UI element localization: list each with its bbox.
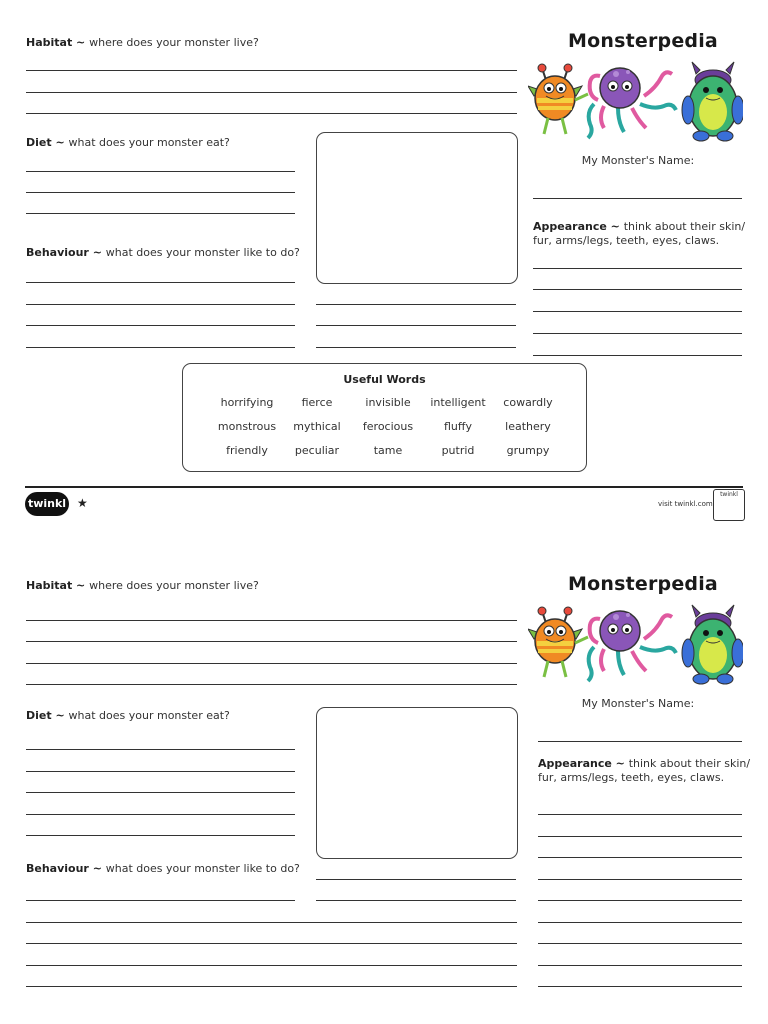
behaviour-line[interactable] <box>26 304 295 305</box>
behaviour-label: Behaviour ~ what does your monster like to do? <box>26 862 300 875</box>
useful-word: leathery <box>505 420 551 433</box>
appearance-line[interactable] <box>533 311 742 312</box>
behaviour-line[interactable] <box>26 922 517 923</box>
behaviour-line[interactable] <box>26 900 295 901</box>
behaviour-line[interactable] <box>316 900 516 901</box>
diet-line[interactable] <box>26 192 295 193</box>
monster-name-line[interactable] <box>538 741 742 742</box>
monsters-illustration <box>528 60 743 142</box>
useful-word: invisible <box>365 396 411 409</box>
useful-word: friendly <box>226 444 268 457</box>
monster-name-line[interactable] <box>533 198 742 199</box>
appearance-label: Appearance ~ think about their skin/ <box>533 220 746 233</box>
behaviour-line[interactable] <box>26 986 517 987</box>
page-title: Monsterpedia <box>568 30 718 52</box>
habitat-line[interactable] <box>26 620 517 621</box>
diet-line[interactable] <box>26 814 295 815</box>
visit-link[interactable]: visit twinkl.com <box>658 500 713 508</box>
habitat-line[interactable] <box>26 663 517 664</box>
appearance-line[interactable] <box>538 922 742 923</box>
octopus-monster-icon <box>588 611 676 681</box>
star-icon: ★ <box>77 496 88 510</box>
appearance-line[interactable] <box>538 986 742 987</box>
appearance-line[interactable] <box>538 879 742 880</box>
appearance-line[interactable] <box>538 943 742 944</box>
habitat-line[interactable] <box>26 641 517 642</box>
appearance-line[interactable] <box>538 900 742 901</box>
behaviour-line[interactable] <box>26 965 517 966</box>
useful-word: ferocious <box>362 420 414 433</box>
useful-word: intelligent <box>430 396 486 409</box>
twinkl-logo[interactable]: twinkl <box>25 492 69 516</box>
monsters-illustration <box>528 603 743 685</box>
monster-name-label: My Monster's Name: <box>581 697 695 710</box>
appearance-line[interactable] <box>533 333 742 334</box>
orange-monster-icon <box>528 607 588 677</box>
behaviour-line[interactable] <box>316 325 516 326</box>
appearance-prompt-line2: fur, arms/legs, teeth, eyes, claws. <box>533 234 720 247</box>
behaviour-line[interactable] <box>26 347 295 348</box>
useful-word: monstrous <box>217 420 277 433</box>
diet-line[interactable] <box>26 749 295 750</box>
useful-word: horrifying <box>220 396 274 409</box>
diet-line[interactable] <box>26 771 295 772</box>
footer-divider <box>25 486 743 488</box>
habitat-label: Habitat ~ where does your monster live? <box>26 579 259 592</box>
appearance-line[interactable] <box>533 355 742 356</box>
habitat-line[interactable] <box>26 92 517 93</box>
behaviour-line[interactable] <box>316 347 516 348</box>
appearance-line[interactable] <box>538 965 742 966</box>
diet-label: Diet ~ what does your monster eat? <box>26 136 230 149</box>
appearance-line[interactable] <box>538 814 742 815</box>
useful-word: mythical <box>293 420 341 433</box>
diet-line[interactable] <box>26 835 295 836</box>
appearance-line[interactable] <box>533 268 742 269</box>
octopus-monster-icon <box>588 68 676 138</box>
diet-label: Diet ~ what does your monster eat? <box>26 709 230 722</box>
behaviour-line[interactable] <box>316 879 516 880</box>
badge-text: twinkl <box>720 491 738 498</box>
drawing-box[interactable] <box>316 707 518 859</box>
useful-word: peculiar <box>294 444 340 457</box>
quality-badge <box>713 489 745 521</box>
appearance-line[interactable] <box>538 836 742 837</box>
behaviour-line[interactable] <box>26 943 517 944</box>
habitat-label: Habitat ~ where does your monster live? <box>26 36 259 49</box>
behaviour-line[interactable] <box>316 304 516 305</box>
green-monster-icon <box>682 605 743 684</box>
habitat-line[interactable] <box>26 113 517 114</box>
useful-word: grumpy <box>506 444 550 457</box>
diet-line[interactable] <box>26 792 295 793</box>
appearance-line[interactable] <box>538 857 742 858</box>
useful-word: fluffy <box>444 420 472 433</box>
appearance-line[interactable] <box>533 289 742 290</box>
monster-name-label: My Monster's Name: <box>581 154 695 167</box>
orange-monster-icon <box>528 64 588 134</box>
diet-line[interactable] <box>26 171 295 172</box>
useful-word: tame <box>373 444 403 457</box>
useful-words-box <box>182 363 587 472</box>
useful-word: cowardly <box>503 396 553 409</box>
behaviour-label: Behaviour ~ what does your monster like to do? <box>26 246 300 259</box>
appearance-prompt-line2: fur, arms/legs, teeth, eyes, claws. <box>538 771 725 784</box>
behaviour-line[interactable] <box>26 325 295 326</box>
drawing-box[interactable] <box>316 132 518 284</box>
useful-word: putrid <box>441 444 475 457</box>
useful-word: fierce <box>301 396 333 409</box>
diet-line[interactable] <box>26 213 295 214</box>
habitat-line[interactable] <box>26 684 517 685</box>
behaviour-line[interactable] <box>26 282 295 283</box>
useful-words-title: Useful Words <box>343 373 426 386</box>
page-title: Monsterpedia <box>568 573 718 595</box>
habitat-line[interactable] <box>26 70 517 71</box>
green-monster-icon <box>682 62 743 141</box>
appearance-label: Appearance ~ think about their skin/ <box>538 757 751 770</box>
